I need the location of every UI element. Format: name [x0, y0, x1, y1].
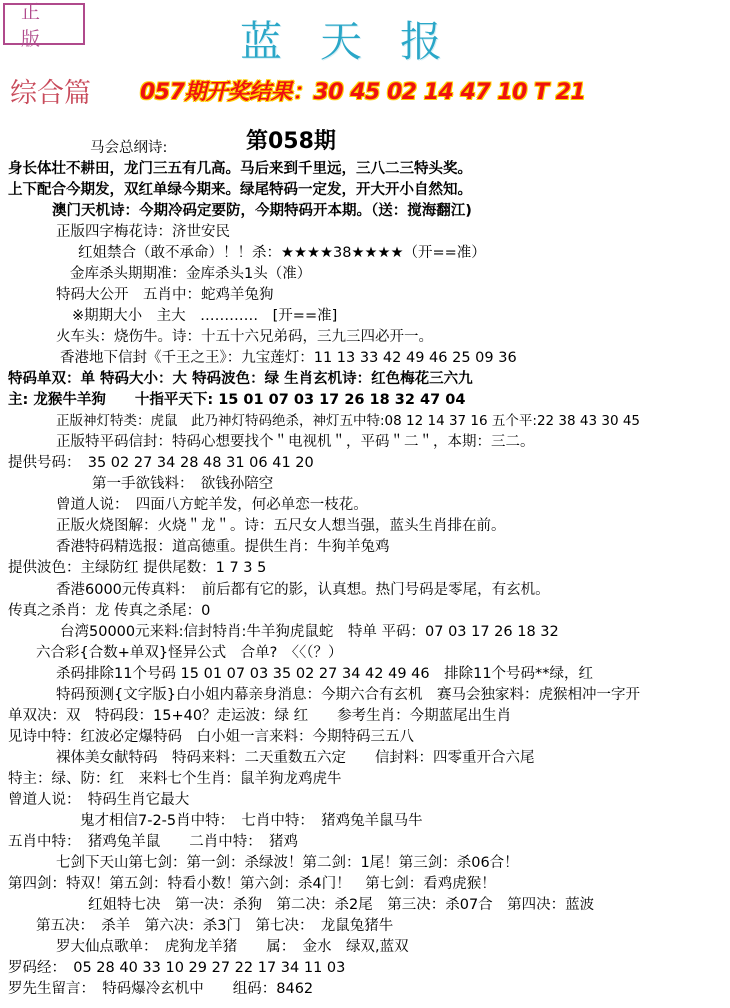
issue-number: 第058期	[246, 129, 336, 154]
text-line: 正版四字梅花诗：济世安民	[56, 224, 230, 241]
text-line: 台湾50000元来料:信封特肖:牛羊狗虎鼠蛇 特单 平码：07 03 17 26 18 32	[60, 623, 559, 640]
text-line: 特码大公开 五肖中：蛇鸡羊兔狗	[56, 287, 274, 304]
text-line: ※期期大小 主大 ………… [开==准]	[72, 308, 338, 325]
text-line: 马会总纲诗:	[90, 140, 168, 156]
text-line: 上下配合今期发，双红单绿今期来。绿尾特码一定发，开大开小自然知。	[8, 182, 472, 199]
text-line: 提供波色：主绿防红 提供尾数：1 7 3 5	[8, 560, 267, 577]
text-line: 澳门天机诗：今期冷码定要防，今期特码开本期。（送：搅海翻江)	[52, 203, 472, 220]
text-line: 杀码排除11个号码 15 01 07 03 35 02 27 34 42 49 46 排除11个号码**绿，红	[56, 665, 594, 682]
text-line: 主: 龙猴牛羊狗 十指平天下: 15 01 07 03 17 26 18 32 47 04	[8, 392, 466, 409]
text-line: 罗大仙点歌单： 虎狗龙羊猪 属： 金水 绿双,蓝双	[56, 938, 409, 955]
text-line: 正版特平码信封：特码心想要找个＂电视机＂，平码＂二＂，本期：三二。	[56, 434, 535, 451]
text-line: 六合彩{合数+单双}怪异公式 合单? 〈〈（？）	[36, 644, 343, 661]
text-line: 提供号码： 35 02 27 34 28 48 31 06 41 20	[8, 455, 314, 472]
text-line: 单双决：双 特码段：15+40？走运波：绿 红 参考生肖：今期蓝尾出生肖	[8, 707, 512, 724]
text-line: 特码单双：单 特码大小：大 特码波色：绿 生肖玄机诗：红色梅花三六九	[8, 371, 473, 388]
text-line: 七剑下天山第七剑：第一剑：杀绿波！第二剑：1尾！第三剑：杀06合！	[56, 854, 519, 871]
genuine-stamp: 正版	[3, 3, 85, 45]
text-line: 罗码经： 05 28 40 33 10 29 27 22 17 34 11 03	[8, 959, 346, 976]
text-line: 曾道人说： 四面八方蛇羊发，何必单恋一枝花。	[56, 497, 368, 514]
text-line: 第五决： 杀羊 第六决：杀3门 第七决： 龙鼠兔猪牛	[36, 917, 394, 934]
text-line: 金库杀头期期准：金库杀头1头（准）	[70, 266, 312, 283]
text-line: 身长体壮不耕田，龙门三五有几高。马后来到千里远，三八二三特头奖。	[8, 161, 472, 178]
text-line: 第四剑：特双！第五剑：特看小数！第六剑：杀4门！ 第七剑：看鸡虎猴！	[8, 875, 496, 892]
section-label: 综合篇	[10, 78, 91, 109]
text-line: 红姐禁合（敢不承命）！！杀：★★★★38★★★★（开==准）	[78, 245, 486, 262]
text-line: 火车头：烧伤牛。诗：十五十六兄弟码，三九三四必开一。	[56, 329, 433, 346]
text-line: 传真之杀肖：龙 传真之杀尾：0	[8, 602, 211, 619]
previous-result-line: 057期开奖结果：30 45 02 14 47 10 T 21	[140, 80, 586, 105]
text-line: 香港特码精选报：道高德重。提供生肖：牛狗羊兔鸡	[56, 539, 390, 556]
masthead-title: 蓝天报	[240, 17, 481, 66]
text-line: 鬼才相信7-2-5肖中特： 七肖中特： 猪鸡兔羊鼠马牛	[80, 812, 423, 829]
text-line: 香港6000元传真料： 前后都有它的影，认真想。热门号码是零尾，有玄机。	[56, 581, 550, 598]
text-line: 裸体美女献特码 特码来料：二天重数五六定 信封料：四零重开合六尾	[56, 749, 535, 766]
text-line: 五肖中特： 猪鸡兔羊鼠 二肖中特： 猪鸡	[8, 833, 298, 850]
text-line: 第一手欲钱料： 欲钱孙陪空	[92, 476, 274, 493]
text-line: 曾道人说： 特码生肖它最大	[8, 791, 190, 808]
text-line: 香港地下信封《千王之王》：九宝莲灯：11 13 33 42 49 46 25 09 36	[60, 350, 517, 367]
text-line: 红姐特七决 第一决：杀狗 第二决：杀2尾 第三决：杀07合 第四决：蓝波	[88, 896, 595, 913]
text-line: 正版神灯特类：虎鼠 此乃神灯特码绝杀，神灯五中特:08 12 14 37 16 五个平:22 38 43 30 45	[56, 413, 640, 430]
text-line: 正版火烧图解：火烧＂龙＂。诗：五尺女人想当强，蓝头生肖排在前。	[56, 518, 506, 535]
text-line: 见诗中特：红波必定爆特码 白小姐一言来料：今期特码三五八	[8, 728, 414, 745]
text-line: 特主：绿、防：红 来料七个生肖：鼠羊狗龙鸡虎牛	[8, 770, 342, 787]
text-line: 罗先生留言： 特码爆冷玄机中 组码：8462	[8, 980, 314, 997]
text-line: 特码预测{文字版}白小姐内幕亲身消息：今期六合有玄机 赛马会独家料：虎猴相冲一字开	[56, 686, 640, 703]
